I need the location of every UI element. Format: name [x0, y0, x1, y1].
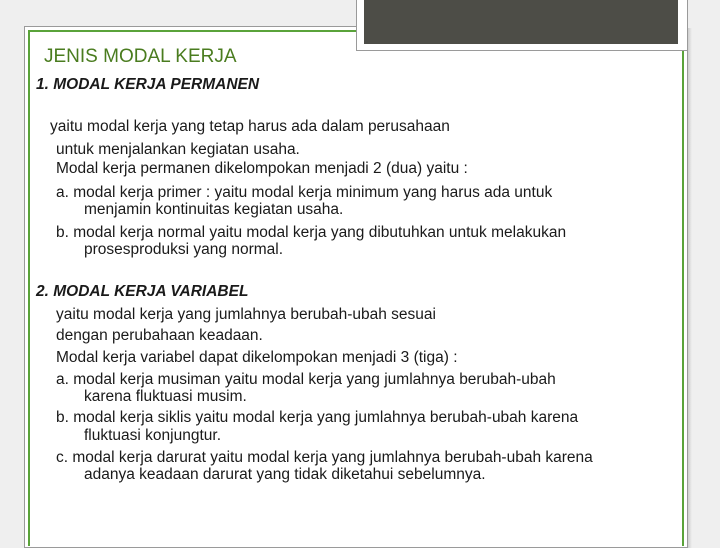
- section-2-line: b. modal kerja siklis yaitu modal kerja yang jumlahnya berubah-ubah karena: [56, 409, 579, 426]
- section-2-line: dengan perubahaan keadaan.: [56, 327, 263, 344]
- section-2-heading: 2. MODAL KERJA VARIABEL: [36, 283, 249, 300]
- header-tab-block: [364, 0, 678, 44]
- section-2-line: karena fluktuasi musim.: [84, 388, 247, 405]
- section-2-line: adanya keadaan darurat yang tidak diketahui sebelumnya.: [84, 466, 486, 483]
- section-1-line: prosesproduksi yang normal.: [84, 241, 284, 258]
- section-1-line: untuk menjalankan kegiatan usaha.: [56, 141, 300, 158]
- section-1-heading: 1. MODAL KERJA PERMANEN: [36, 76, 260, 93]
- section-2-line: c. modal kerja darurat yaitu modal kerja yang jumlahnya berubah-ubah karena: [56, 449, 593, 466]
- slide-title: JENIS MODAL KERJA: [44, 46, 237, 67]
- section-1-line: Modal kerja permanen dikelompokan menjadi 2 (dua) yaitu :: [56, 160, 468, 177]
- section-2-line: yaitu modal kerja yang jumlahnya berubah-ubah sesuai: [56, 306, 436, 323]
- section-1-line: yaitu modal kerja yang tetap harus ada dalam perusahaan: [50, 118, 450, 135]
- section-2-line: Modal kerja variabel dapat dikelompokan menjadi 3 (tiga) :: [56, 349, 458, 366]
- section-1-line: b. modal kerja normal yaitu modal kerja yang dibutuhkan untuk melakukan: [56, 224, 567, 241]
- section-1-line: menjamin kontinuitas kegiatan usaha.: [84, 201, 344, 218]
- section-2-line: a. modal kerja musiman yaitu modal kerja yang jumlahnya berubah-ubah: [56, 371, 556, 388]
- section-1-line: a. modal kerja primer : yaitu modal kerja minimum yang harus ada untuk: [56, 184, 553, 201]
- section-2-line: fluktuasi konjungtur.: [84, 427, 222, 444]
